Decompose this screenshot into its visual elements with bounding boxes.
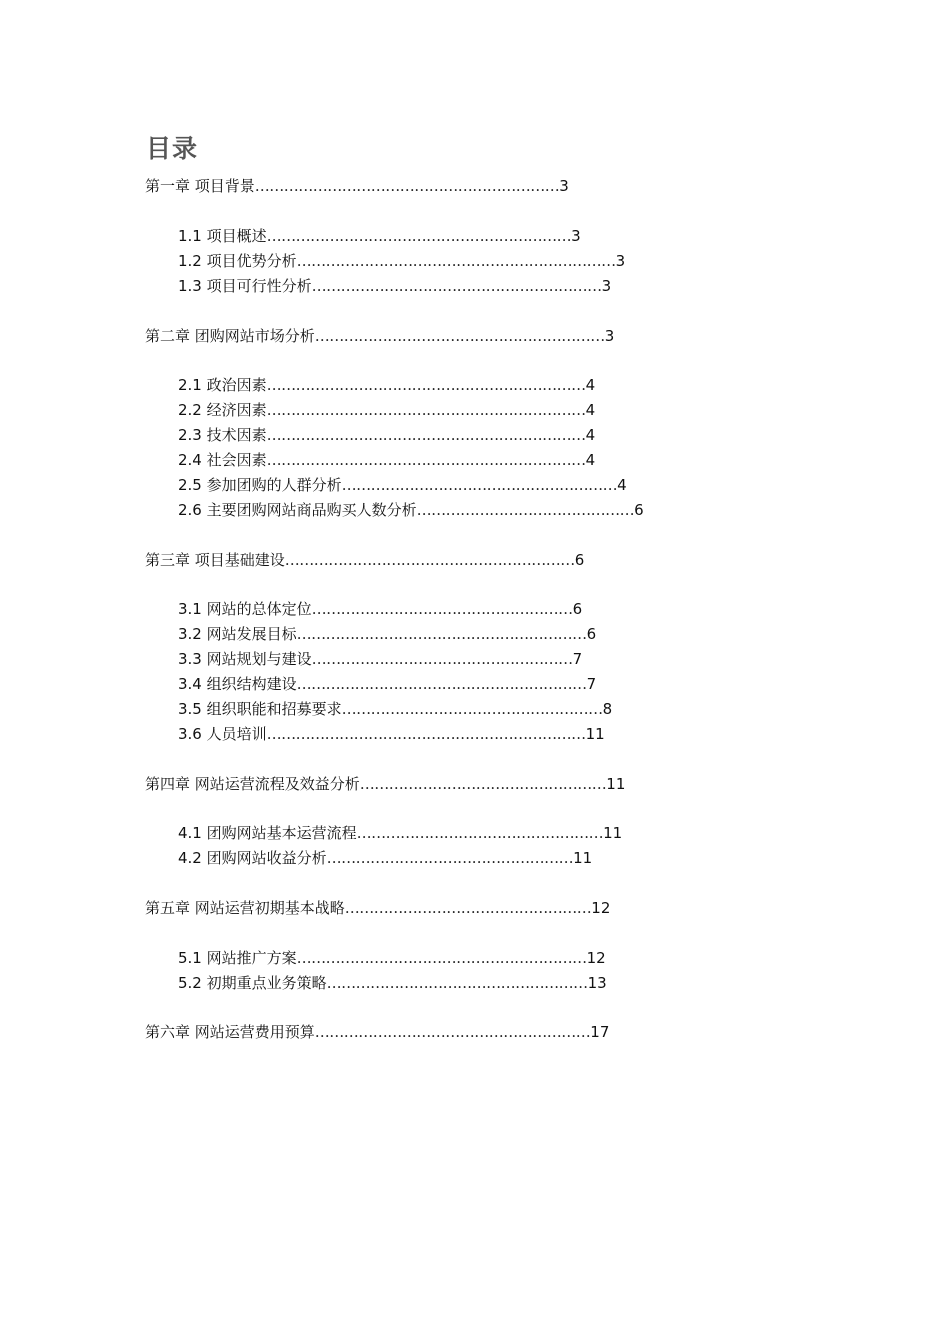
toc-page-number: 7 xyxy=(586,675,597,693)
toc-entry-title: 网站运营初期基本战略 xyxy=(194,899,345,917)
toc-leader-dots: ……………………………………… xyxy=(416,501,635,519)
toc-page-number: 4 xyxy=(585,376,596,394)
toc-section-3-4[interactable] xyxy=(178,674,596,694)
toc-entry-number: 1.3 xyxy=(178,277,207,295)
toc-section-2-4[interactable] xyxy=(178,450,595,470)
toc-entry-title: 项目可行性分析 xyxy=(206,277,312,295)
toc-leader-dots: ………………………………………………………… xyxy=(266,451,586,469)
toc-leader-dots: ……………………………………………………… xyxy=(254,177,560,195)
toc-leader-dots: ……………………………………………… xyxy=(326,974,588,992)
toc-section-4-2[interactable] xyxy=(178,848,592,868)
toc-entry-title: 网站运营费用预算 xyxy=(194,1023,315,1041)
toc-entry-title: 网站发展目标 xyxy=(206,625,297,643)
toc-section-1-1[interactable] xyxy=(178,226,581,246)
toc-page-number: 4 xyxy=(617,476,627,494)
toc-page-number: 8 xyxy=(602,700,613,718)
toc-entry-number: 5.2 xyxy=(178,974,207,992)
toc-page-number: 12 xyxy=(586,949,606,967)
toc-page-number: 17 xyxy=(590,1023,610,1041)
toc-entry-title: 人员培训 xyxy=(206,725,267,743)
toc-entry-title: 网站运营流程及效益分析 xyxy=(194,775,360,793)
toc-chapter-2[interactable] xyxy=(145,326,614,346)
toc-chapter-4[interactable] xyxy=(145,774,625,794)
toc-entry-title: 网站推广方案 xyxy=(206,949,297,967)
toc-section-1-2[interactable] xyxy=(178,251,625,271)
toc-section-5-1[interactable] xyxy=(178,948,606,968)
toc-page-number: 11 xyxy=(585,725,605,743)
toc-entry-number: 2.2 xyxy=(178,401,207,419)
toc-entry-prefix: 第五章 xyxy=(145,899,195,917)
toc-page-number: 3 xyxy=(604,327,615,345)
toc-section-5-2[interactable] xyxy=(178,973,607,993)
toc-entry-title: 团购网站收益分析 xyxy=(206,849,327,867)
toc-leader-dots: …………………………………………………… xyxy=(314,327,605,345)
toc-entry-number: 3.3 xyxy=(178,650,207,668)
toc-entry-prefix: 第一章 xyxy=(145,177,195,195)
toc-entry-prefix: 第六章 xyxy=(145,1023,195,1041)
toc-section-3-3[interactable] xyxy=(178,649,582,669)
toc-entry-prefix: 第四章 xyxy=(145,775,195,793)
toc-page-number: 6 xyxy=(634,501,644,519)
toc-section-2-5[interactable] xyxy=(178,475,627,495)
toc-entry-title: 项目基础建设 xyxy=(194,551,285,569)
toc-leader-dots: …………………………………………… xyxy=(326,849,574,867)
toc-leader-dots: …………………………………………… xyxy=(356,824,604,842)
toc-entry-title: 团购网站市场分析 xyxy=(194,327,315,345)
toc-entry-prefix: 第二章 xyxy=(145,327,195,345)
toc-leader-dots: ………………………………………………………… xyxy=(266,426,586,444)
toc-leader-dots: …………………………………………… xyxy=(344,899,592,917)
toc-page-number: 4 xyxy=(585,401,596,419)
toc-entry-title: 技术因素 xyxy=(206,426,267,444)
toc-section-3-1[interactable] xyxy=(178,599,582,619)
toc-page-number: 4 xyxy=(585,451,596,469)
toc-entry-prefix: 第三章 xyxy=(145,551,195,569)
toc-section-3-5[interactable] xyxy=(178,699,612,719)
toc-section-2-1[interactable] xyxy=(178,375,595,395)
toc-leader-dots: ……………………………………………… xyxy=(311,650,573,668)
toc-page-number: 3 xyxy=(571,227,581,245)
toc-entry-title: 项目概述 xyxy=(206,227,267,245)
toc-entry-title: 初期重点业务策略 xyxy=(206,974,327,992)
toc-chapter-1[interactable] xyxy=(145,176,569,196)
toc-leader-dots: …………………………………………………… xyxy=(284,551,575,569)
toc-leader-dots: …………………………………………………… xyxy=(296,625,587,643)
toc-entry-number: 5.1 xyxy=(178,949,207,967)
toc-entry-title: 项目背景 xyxy=(194,177,255,195)
toc-entry-number: 2.6 xyxy=(178,501,207,519)
toc-entry-number: 4.2 xyxy=(178,849,207,867)
toc-entry-number: 1.1 xyxy=(178,227,207,245)
toc-page-number: 11 xyxy=(573,849,593,867)
toc-leader-dots: ……………………………………………… xyxy=(341,700,603,718)
toc-leader-dots: ………………………………………………… xyxy=(341,476,618,494)
toc-section-3-6[interactable] xyxy=(178,724,605,744)
toc-page-number: 11 xyxy=(603,824,623,842)
toc-entry-title: 团购网站基本运营流程 xyxy=(206,824,357,842)
toc-title: 目录 xyxy=(146,134,199,163)
toc-page-number: 7 xyxy=(572,650,583,668)
toc-entry-title: 经济因素 xyxy=(206,401,267,419)
toc-section-2-3[interactable] xyxy=(178,425,595,445)
toc-entry-number: 3.2 xyxy=(178,625,207,643)
toc-leader-dots: ………………………………………………………… xyxy=(266,401,586,419)
toc-leader-dots: ……………………………………………………… xyxy=(266,227,572,245)
toc-leader-dots: ………………………………………………………… xyxy=(296,252,616,270)
toc-leader-dots: …………………………………………………… xyxy=(296,949,587,967)
toc-entry-number: 2.5 xyxy=(178,476,207,494)
toc-entry-number: 2.3 xyxy=(178,426,207,444)
toc-leader-dots: …………………………………………………… xyxy=(296,675,587,693)
toc-page-number: 3 xyxy=(615,252,626,270)
toc-page-number: 6 xyxy=(586,625,597,643)
toc-entry-number: 3.5 xyxy=(178,700,207,718)
toc-page-number: 13 xyxy=(587,974,607,992)
toc-entry-title: 主要团购网站商品购买人数分析 xyxy=(206,501,417,519)
toc-leader-dots: ………………………………………………… xyxy=(314,1023,591,1041)
toc-entry-number: 3.1 xyxy=(178,600,207,618)
toc-entry-title: 政治因素 xyxy=(206,376,267,394)
toc-entry-number: 2.4 xyxy=(178,451,207,469)
toc-chapter-3[interactable] xyxy=(145,550,584,570)
toc-page-number: 3 xyxy=(559,177,569,195)
toc-entry-title: 网站的总体定位 xyxy=(206,600,312,618)
toc-page-number: 12 xyxy=(591,899,611,917)
toc-section-2-6[interactable] xyxy=(178,500,644,520)
toc-leader-dots: ………………………………………………………… xyxy=(266,725,586,743)
toc-entry-title: 项目优势分析 xyxy=(206,252,297,270)
toc-section-2-2[interactable] xyxy=(178,400,595,420)
toc-leader-dots: …………………………………………… xyxy=(359,775,607,793)
toc-chapter-5[interactable] xyxy=(145,898,610,918)
toc-section-1-3[interactable] xyxy=(178,276,611,296)
toc-entry-title: 网站规划与建设 xyxy=(206,650,312,668)
toc-entry-number: 3.4 xyxy=(178,675,207,693)
toc-entry-title: 参加团购的人群分析 xyxy=(206,476,342,494)
toc-page-number: 4 xyxy=(585,426,596,444)
toc-leader-dots: ……………………………………………… xyxy=(311,600,573,618)
toc-leader-dots: ………………………………………………………… xyxy=(266,376,586,394)
toc-entry-number: 2.1 xyxy=(178,376,207,394)
toc-section-4-1[interactable] xyxy=(178,823,622,843)
toc-chapter-6[interactable] xyxy=(145,1022,609,1042)
toc-entry-number: 4.1 xyxy=(178,824,207,842)
toc-leader-dots: …………………………………………………… xyxy=(311,277,602,295)
toc-entry-number: 3.6 xyxy=(178,725,207,743)
toc-page-number: 6 xyxy=(574,551,585,569)
toc-page-number: 3 xyxy=(601,277,612,295)
toc-entry-title: 社会因素 xyxy=(206,451,267,469)
toc-entry-title: 组织结构建设 xyxy=(206,675,297,693)
toc-entry-number: 1.2 xyxy=(178,252,207,270)
toc-entry-title: 组织职能和招募要求 xyxy=(206,700,342,718)
toc-section-3-2[interactable] xyxy=(178,624,596,644)
toc-page-number: 6 xyxy=(572,600,583,618)
toc-page-number: 11 xyxy=(606,775,626,793)
